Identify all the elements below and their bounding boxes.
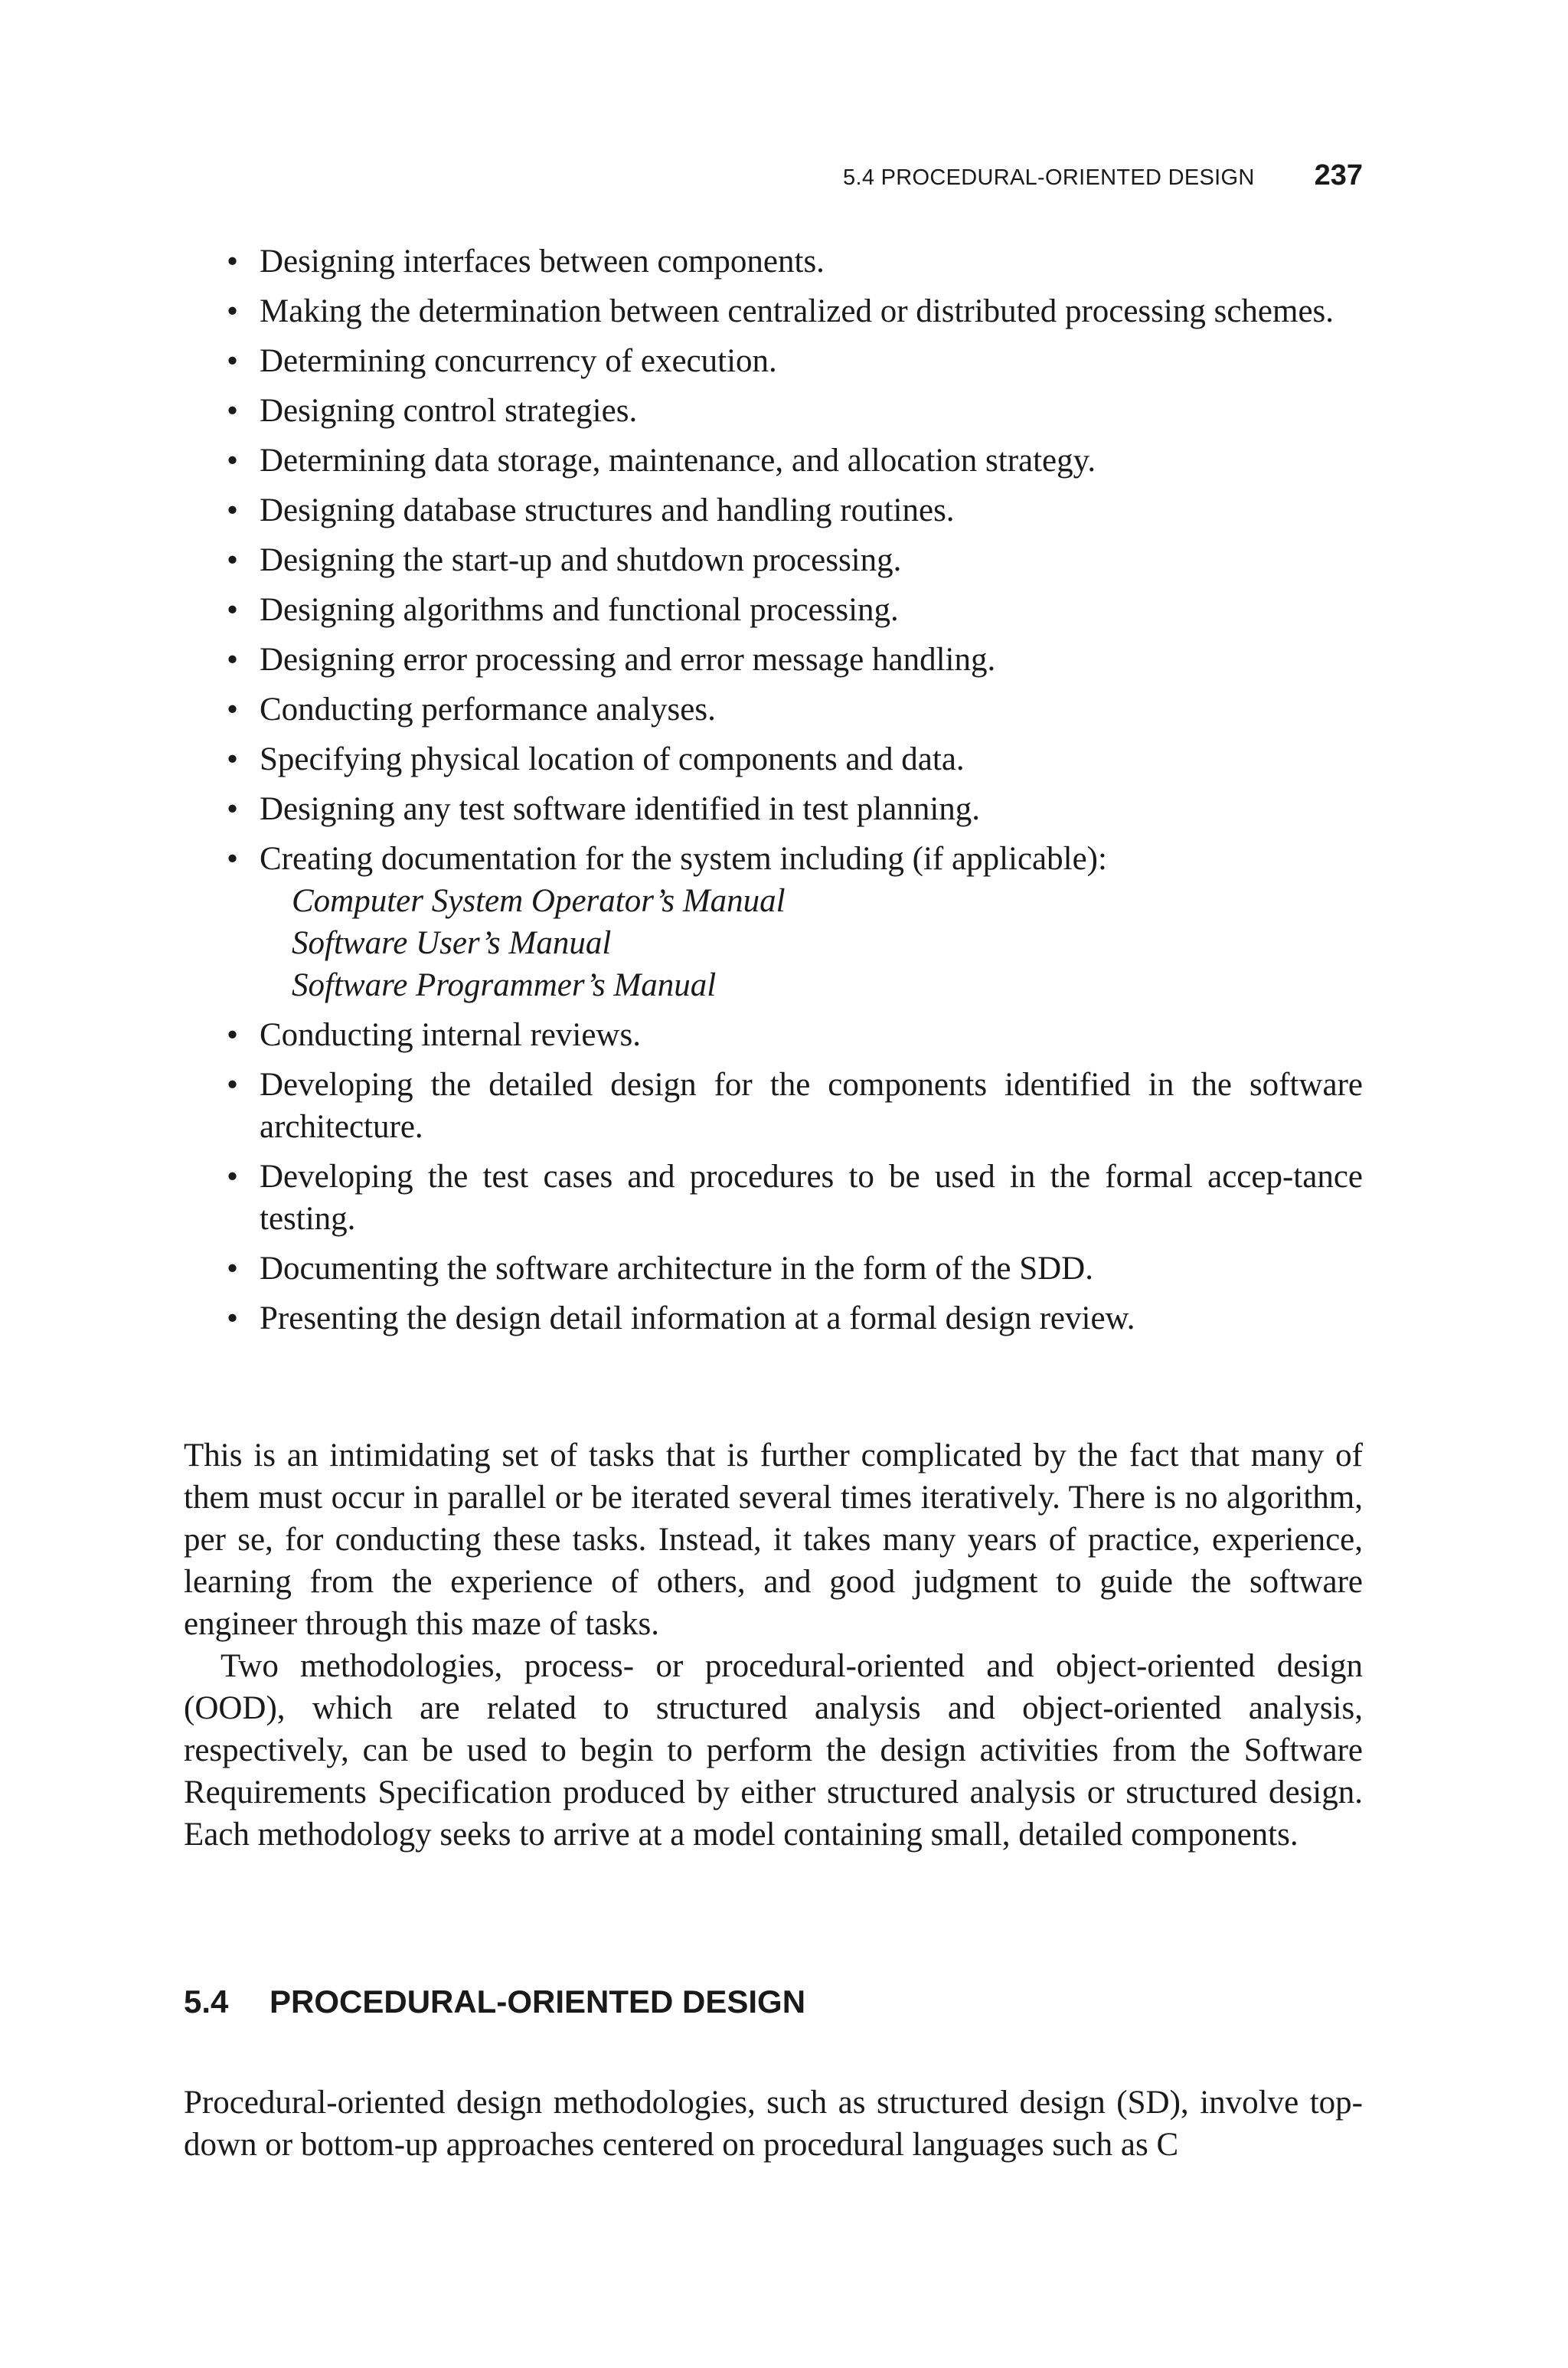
bullet-icon: • [227,1017,239,1053]
bullet-icon: • [227,542,239,578]
bullet-icon: • [227,642,239,678]
list-item [184,240,1363,283]
list-item-text: Designing interfaces between components. [260,244,825,280]
paragraph: This is an intimidating set of tasks that is further complicated by the fact that many of them must occur in parallel or be iterated several times iteratively. There is no algorithm, per se, for conducting these tasks. Instead, it takes many years of practice, experience, learning from the experience of others, and good judgment to guide the software engineer through this maze of tasks. [184,1437,1363,1642]
list-item [184,290,1363,332]
list-item-text: Designing any test software identified in test planning. [260,791,981,827]
list-item-text: Designing control strategies. [260,393,638,429]
bullet-icon: • [227,1067,239,1103]
list-item-text: Designing the start-up and shutdown processing. [260,542,902,578]
bullet-icon: • [227,741,239,777]
list-item [184,440,1363,482]
list-item-text: Documenting the software architecture in the form of the SDD. [260,1251,1093,1287]
task-bullet-list [184,240,1363,1347]
bullet-icon: • [227,791,239,827]
documentation-item: Computer System Operator’s Manual [292,883,786,919]
paragraph: Two methodologies, process- or procedural-oriented and object-oriented design (OOD), which are related to structured analysis and object-oriented analysis, respectively, can be used to begin to perform the design activities from the Software Requirements Specification produced by either structured analysis or structured design. Each methodology seeks to arrive at a model containing small, detailed components. [184,1648,1363,1853]
list-item [184,489,1363,531]
list-item-text: Creating documentation for the system including (if applicable): [260,841,1107,877]
bullet-icon: • [227,443,239,479]
list-item-text: Designing error processing and error message handling. [260,642,996,678]
list-item [184,1064,1363,1148]
bullet-icon: • [227,592,239,628]
page-number: 237 [1314,159,1363,191]
bullet-icon: • [227,841,239,877]
list-item [184,838,1363,1006]
list-item-text: Specifying physical location of components and data. [260,741,965,777]
section-heading [184,1984,1363,2020]
list-item-text: Developing the detailed design for the components identified in the software architecture. [260,1067,1363,1145]
list-item-text: Designing algorithms and functional processing. [260,592,899,628]
running-head-section-title: 5.4 PROCEDURAL-ORIENTED DESIGN [843,165,1255,190]
list-item-text: Conducting internal reviews. [260,1017,641,1053]
section-title: PROCEDURAL-ORIENTED DESIGN [270,1984,806,2020]
list-item [184,738,1363,780]
section-number: 5.4 [184,1984,229,2020]
list-item-text: Determining concurrency of execution. [260,343,777,379]
list-item [184,1248,1363,1290]
bullet-icon: • [227,492,239,528]
running-head [184,159,1363,205]
list-item [184,688,1363,731]
list-item [184,788,1363,830]
list-item [184,1014,1363,1056]
list-item-text: Presenting the design detail information at a formal design review. [260,1300,1135,1336]
list-item-text: Designing database structures and handling routines. [260,492,955,528]
bullet-icon: • [227,1251,239,1287]
bullet-icon: • [227,1300,239,1336]
documentation-list [260,880,1363,1006]
list-item [184,390,1363,432]
list-item-text: Developing the test cases and procedures to be used in the formal accep-tance testing. [260,1159,1363,1237]
documentation-item: Software User’s Manual [292,925,612,961]
list-item-text: Conducting performance analyses. [260,692,716,728]
list-item [184,539,1363,581]
bullet-icon: • [227,293,239,329]
bullet-icon: • [227,343,239,379]
list-item-text: Determining data storage, maintenance, and allocation strategy. [260,443,1096,479]
documentation-item: Software Programmer’s Manual [292,967,717,1003]
list-item [184,340,1363,382]
bullet-icon: • [227,244,239,280]
list-item [184,639,1363,681]
bullet-icon: • [227,393,239,429]
list-item [184,589,1363,631]
bullet-icon: • [227,692,239,728]
paragraph: Procedural-oriented design methodologies, such as structured design (SD), involve top-down or bottom-up approaches centered on procedural languages such as C [184,2085,1363,2163]
list-item [184,1156,1363,1240]
bullet-icon: • [227,1159,239,1195]
body-text [184,1434,1363,1856]
list-item-text: Making the determination between centralized or distributed processing schemes. [260,293,1334,329]
list-item [184,1297,1363,1339]
